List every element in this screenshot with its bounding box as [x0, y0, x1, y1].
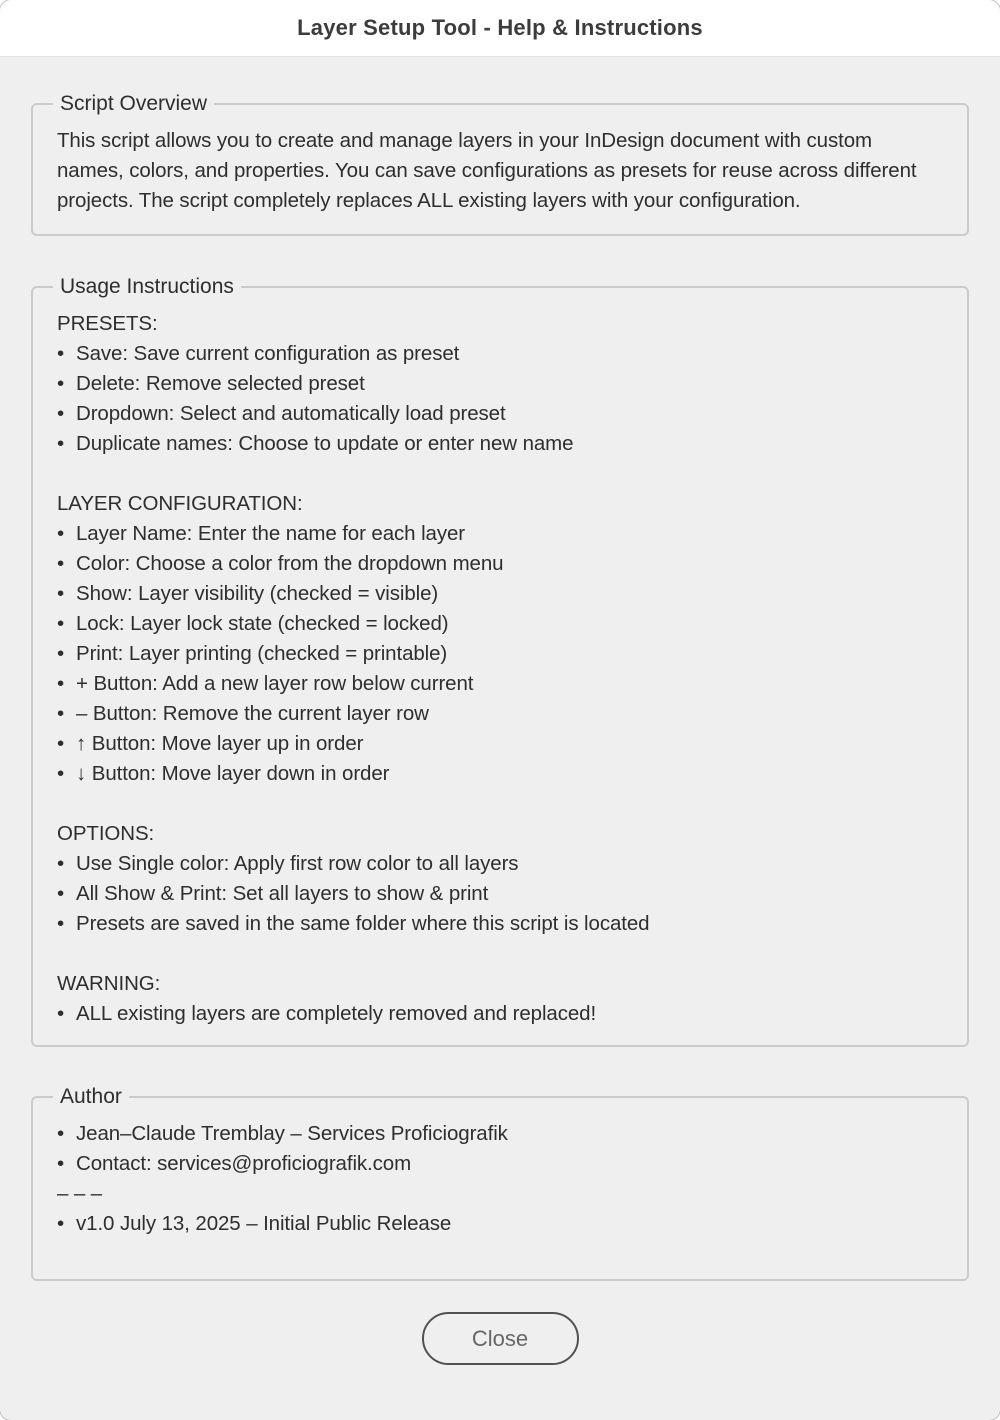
- divider-text: – – –: [57, 1182, 103, 1205]
- bullet-icon: •: [57, 1002, 65, 1025]
- list-item-text: Show: Layer visibility (checked = visible): [76, 582, 439, 605]
- list-item: [57, 549, 943, 579]
- title-bar: [0, 0, 1000, 57]
- bullet-icon: •: [57, 612, 65, 635]
- bullet-icon: •: [57, 732, 65, 755]
- list-item-text: ↑ Button: Move layer up in order: [76, 732, 364, 755]
- bullet-icon: •: [57, 762, 65, 785]
- section-heading: LAYER CONFIGURATION:: [57, 492, 303, 515]
- list-item: [57, 669, 943, 699]
- bullet-icon: •: [57, 552, 65, 575]
- list-item-text: Print: Layer printing (checked = printable): [76, 642, 448, 665]
- version-line: [57, 1209, 943, 1239]
- list-item-text: All Show & Print: Set all layers to show & print: [76, 882, 489, 905]
- list-item: [57, 339, 943, 369]
- bullet-icon: •: [57, 852, 65, 875]
- bullet-icon: •: [57, 522, 65, 545]
- list-item: [57, 999, 943, 1029]
- author-contact-text: Contact: services@proficiografik.com: [76, 1152, 412, 1175]
- usage-section-layer-configuration: [57, 489, 943, 789]
- list-item: [57, 759, 943, 789]
- list-item-text: Presets are saved in the same folder where this script is located: [76, 912, 650, 935]
- script-overview-group: [31, 92, 969, 236]
- bullet-icon: •: [57, 372, 65, 395]
- list-item-text: ↓ Button: Move layer down in order: [76, 762, 390, 785]
- list-item: [57, 639, 943, 669]
- bullet-icon: •: [57, 342, 65, 365]
- bullet-icon: •: [57, 432, 65, 455]
- author-legend: Author: [53, 1083, 129, 1111]
- script-overview-text: This script allows you to create and manage layers in your InDesign document with custom names, colors, and properties. You can save configurations as presets for reuse across different projects. The script completely replaces ALL existing layers with your configuration.: [57, 129, 917, 212]
- script-overview-legend: Script Overview: [53, 90, 214, 118]
- bullet-icon: •: [57, 1122, 65, 1145]
- usage-section-warning: [57, 969, 943, 1029]
- list-item-text: ALL existing layers are completely removed and replaced!: [76, 1002, 597, 1025]
- author-contact-line: [57, 1149, 943, 1179]
- bullet-icon: •: [57, 582, 65, 605]
- list-item: [57, 399, 943, 429]
- list-item: [57, 609, 943, 639]
- list-item-text: Color: Choose a color from the dropdown menu: [76, 552, 504, 575]
- list-item: [57, 909, 943, 939]
- list-item-text: Delete: Remove selected preset: [76, 372, 365, 395]
- list-item-text: Save: Save current configuration as preset: [76, 342, 460, 365]
- list-item: [57, 579, 943, 609]
- list-item: [57, 849, 943, 879]
- list-item: [57, 429, 943, 459]
- list-item-text: Use Single color: Apply first row color to all layers: [76, 852, 519, 875]
- bullet-icon: •: [57, 402, 65, 425]
- bullet-icon: •: [57, 642, 65, 665]
- author-name-line: [57, 1119, 943, 1149]
- section-heading: PRESETS:: [57, 312, 158, 335]
- usage-section-options: [57, 819, 943, 939]
- list-item: [57, 699, 943, 729]
- close-button[interactable]: Close: [422, 1312, 579, 1365]
- bullet-icon: •: [57, 912, 65, 935]
- list-item: [57, 519, 943, 549]
- author-group: [31, 1085, 969, 1281]
- divider-line: [57, 1179, 943, 1209]
- bullet-icon: •: [57, 702, 65, 725]
- usage-instructions-legend: Usage Instructions: [53, 273, 241, 301]
- dialog-content: [0, 92, 1000, 1365]
- list-item-text: Duplicate names: Choose to update or enter new name: [76, 432, 574, 455]
- bullet-icon: •: [57, 882, 65, 905]
- version-text: v1.0 July 13, 2025 – Initial Public Release: [76, 1212, 452, 1235]
- section-heading: OPTIONS:: [57, 822, 155, 845]
- list-item-text: + Button: Add a new layer row below current: [76, 672, 474, 695]
- author-name-text: Jean–Claude Tremblay – Services Proficiografik: [76, 1122, 508, 1145]
- list-item: [57, 879, 943, 909]
- bullet-icon: •: [57, 1212, 65, 1235]
- bullet-icon: •: [57, 1152, 65, 1175]
- dialog-title: Layer Setup Tool - Help & Instructions: [297, 15, 703, 40]
- usage-section-presets: [57, 309, 943, 459]
- list-item-text: Layer Name: Enter the name for each layer: [76, 522, 466, 545]
- bullet-icon: •: [57, 672, 65, 695]
- section-heading: WARNING:: [57, 972, 161, 995]
- list-item-text: Dropdown: Select and automatically load preset: [76, 402, 506, 425]
- list-item: [57, 369, 943, 399]
- list-item-text: Lock: Layer lock state (checked = locked): [76, 612, 449, 635]
- list-item: [57, 729, 943, 759]
- list-item-text: – Button: Remove the current layer row: [76, 702, 429, 725]
- usage-instructions-group: [31, 275, 969, 1047]
